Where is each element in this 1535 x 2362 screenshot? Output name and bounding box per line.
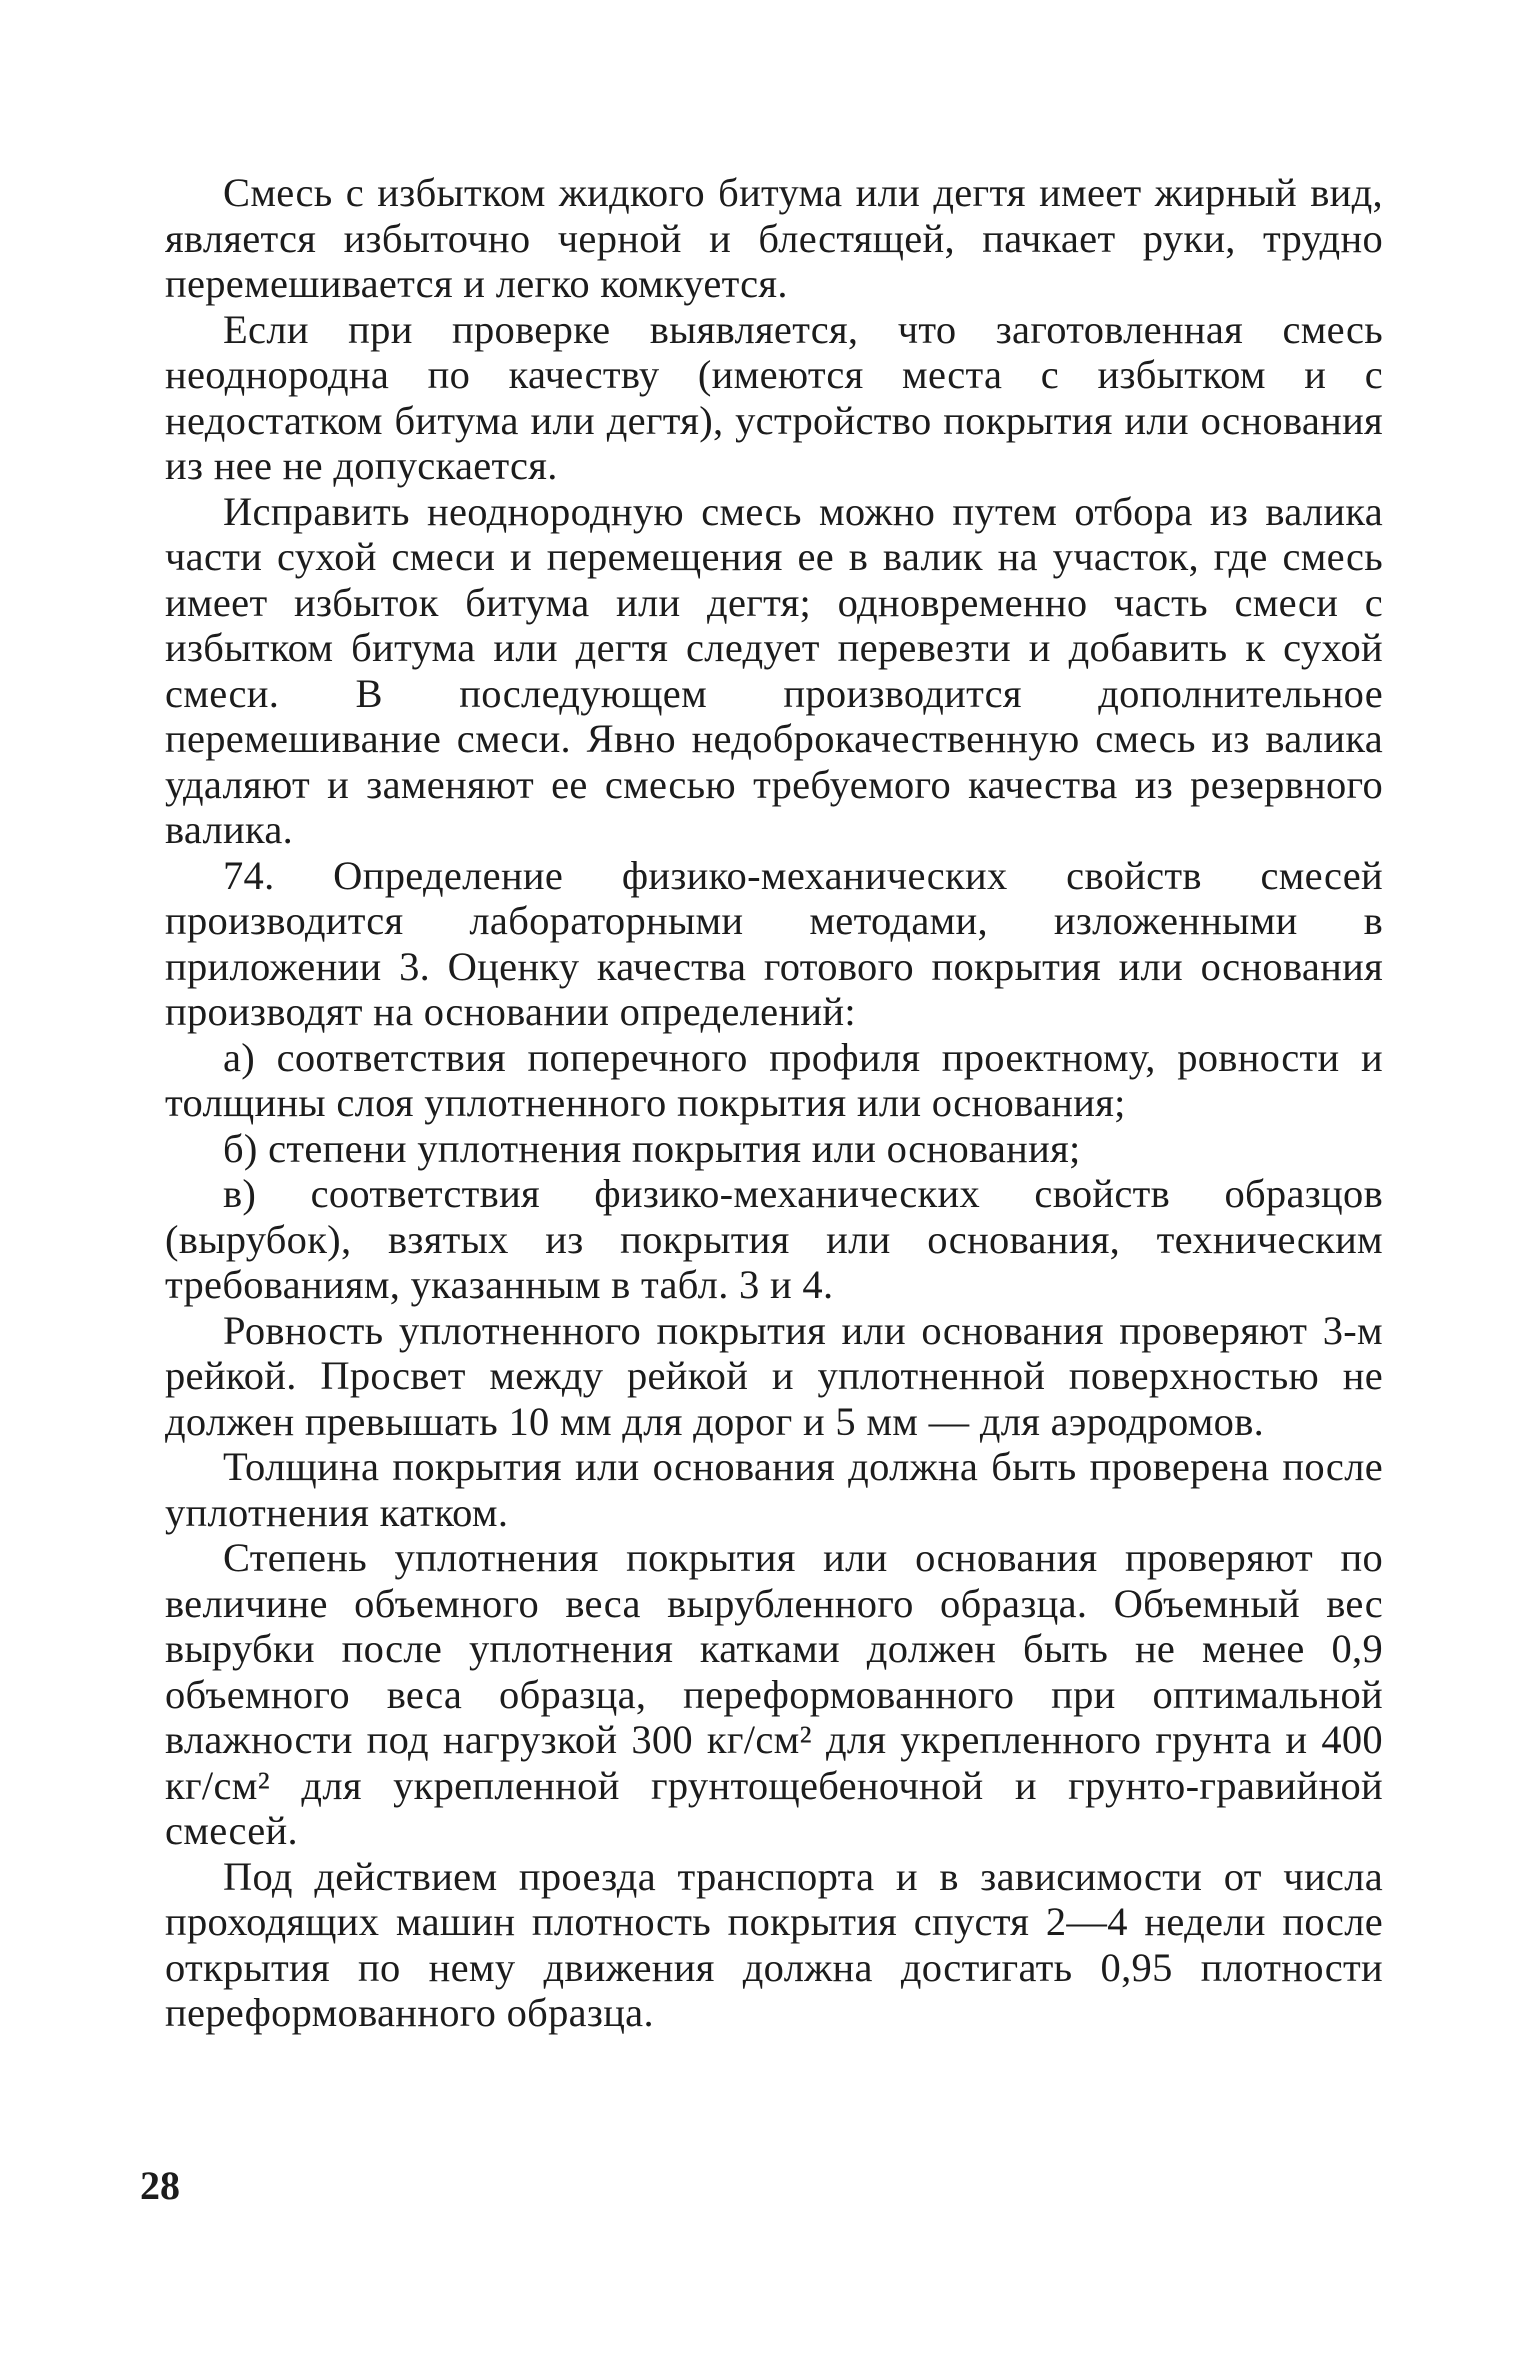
list-item-b: б) степени уплотнения покрытия или основания; bbox=[223, 1125, 1081, 1171]
paragraph-correction: Исправить неоднородную смесь можно путем отбора из валика части сухой смеси и перемещения ее в валик на участок, где смесь имеет избыток битума или дегтя; одновременно часть смеси с избытком битума или дегтя следует перевезти и добавить к сухой смеси. В последующем производится дополнительное перемешивание смеси. Явно недоброкачественную смесь из валика удаляют и заменяют ее смесью требуемого качества из резервного валика. bbox=[165, 488, 1383, 852]
paragraph-traffic: Под действием проезда транспорта и в зависимости от числа проходящих машин плотность покрытия спустя 2—4 недели после открытия по нему движения должна достигать 0,95 плотности переформованного образца. bbox=[165, 1853, 1383, 2035]
paragraph-thickness: Толщина покрытия или основания должна быть проверена после уплотнения катком. bbox=[165, 1444, 1383, 1535]
body-text bbox=[165, 170, 1383, 2036]
paragraph-compaction: Степень уплотнения покрытия или основания проверяют по величине объемного веса вырубленного образца. Объемный вес вырубки после уплотнения катками должен быть не менее 0,9 объемного веса образца, переформованного при оптимальной влажности под нагрузкой 300 кг/см² для укрепленного грунта и 400 кг/см² для укрепленной грунтощебеночной и грунто-гравийной смесей. bbox=[165, 1535, 1383, 1853]
paragraph-nonuniform-mix: Если при проверке выявляется, что заготовленная смесь неоднородна по качеству (имеются места с избытком и с недостатком битума или дегтя), устройство покрытия или основания из нее не допускается. bbox=[165, 306, 1383, 488]
page-number: 28 bbox=[140, 2163, 180, 2208]
paragraph-74: 74. Определение физико-механических свойств смесей производится лабораторными методами, изложенными в приложении 3. Оценку качества готового покрытия или основания производят на основании определений: bbox=[165, 852, 1383, 1034]
list-item-a: а) соответствия поперечного профиля проектному, ровности и толщины слоя уплотненного покрытия или основания; bbox=[165, 1034, 1383, 1125]
paragraph-excess-binder: Смесь с избытком жидкого битума или дегтя имеет жирный вид, является избыточно черной и блестящей, пачкает руки, трудно перемешивается и легко комкуется. bbox=[165, 170, 1383, 306]
list-item-v: в) соответствия физико-механических свойств образцов (вырубок), взятых из покрытия или основания, техническим требованиям, указанным в табл. 3 и 4. bbox=[165, 1171, 1383, 1307]
paragraph-evenness: Ровность уплотненного покрытия или основания проверяют 3-м рейкой. Просвет между рейкой и уплотненной поверхностью не должен превышать 10 мм для дорог и 5 мм — для аэродромов. bbox=[165, 1307, 1383, 1444]
